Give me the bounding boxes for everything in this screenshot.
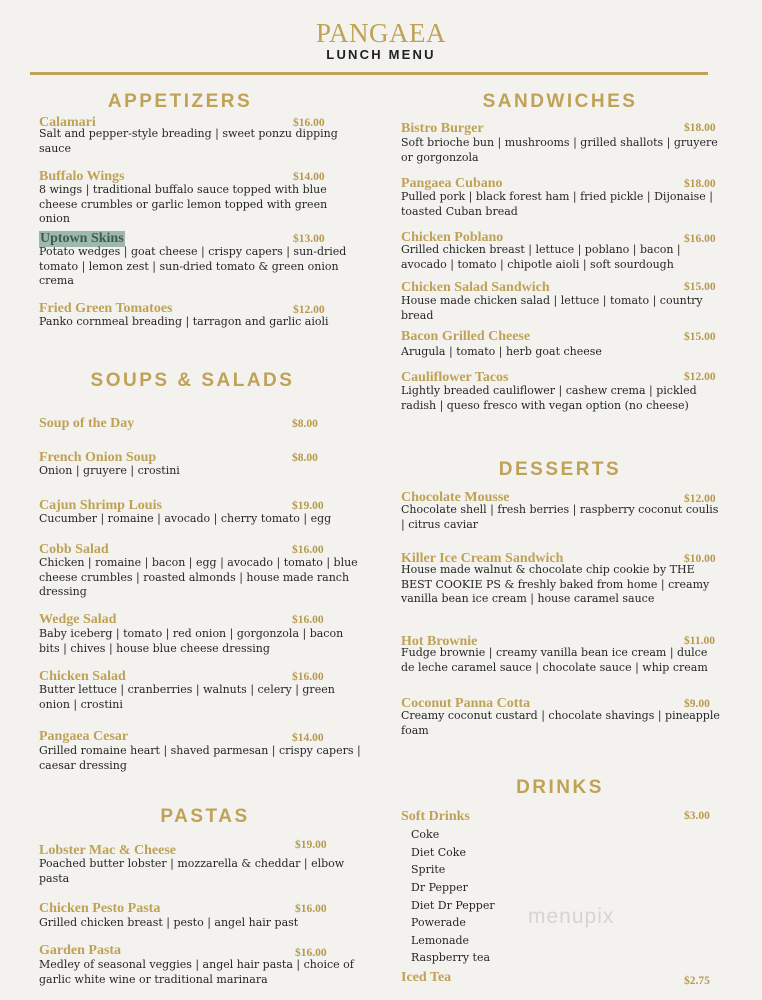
menu-item-name: Lobster Mac & Cheese bbox=[39, 843, 176, 858]
section-heading-pastas: PASTAS bbox=[160, 806, 250, 827]
drink-item: Dr Pepper bbox=[411, 881, 468, 894]
menu-item-name: French Onion Soup bbox=[39, 450, 157, 465]
menu-item-price: $10.00 bbox=[684, 553, 716, 565]
menu-item-name: Chicken Salad Sandwich bbox=[401, 280, 550, 295]
menu-item-name: Bistro Burger bbox=[401, 121, 484, 136]
menu-item-price: $16.00 bbox=[292, 544, 324, 556]
drink-item: Diet Coke bbox=[411, 846, 466, 859]
menu-item-name: Soup of the Day bbox=[39, 416, 135, 431]
menu-item-price: $13.00 bbox=[293, 233, 325, 245]
menu-item-description: Panko cornmeal breading | tarragon and garlic aioli bbox=[39, 315, 329, 328]
menu-item-price: $15.00 bbox=[684, 281, 716, 293]
menu-subtitle: LUNCH MENU bbox=[326, 47, 436, 62]
drink-item: Coke bbox=[411, 828, 440, 841]
menu-item-name: Cauliflower Tacos bbox=[401, 370, 509, 385]
menu-item-description: Fudge brownie | creamy vanilla bean ice cream | dulce de leche caramel sauce | chocolate sauce | whip cream bbox=[401, 646, 708, 674]
menu-item-description: Grilled romaine heart | shaved parmesan | crispy capers | caesar dressing bbox=[39, 744, 361, 772]
menu-item-name: Buffalo Wings bbox=[39, 169, 125, 184]
menu-item-price: $19.00 bbox=[295, 839, 327, 851]
menu-item-description: Poached butter lobster | mozzarella & cheddar | elbow pasta bbox=[39, 857, 345, 885]
menu-item-price: $12.00 bbox=[684, 371, 716, 383]
menu-item-name: Calamari bbox=[39, 115, 96, 130]
menu-item-description: Salt and pepper-style breading | sweet ponzu dipping sauce bbox=[39, 127, 338, 155]
menu-item-price: $15.00 bbox=[684, 331, 716, 343]
menu-item-price: $8.00 bbox=[292, 452, 318, 464]
menu-item-description: Soft brioche bun | mushrooms | grilled shallots | gruyere or gorgonzola bbox=[401, 136, 718, 164]
menu-item-description: Potato wedges | goat cheese | crispy capers | sun-dried tomato | lemon zest | sun-dried tomato & green onion crema bbox=[39, 245, 347, 287]
watermark-logo: menupix bbox=[528, 905, 615, 928]
menu-item-name: Chicken Salad bbox=[39, 669, 126, 684]
menu-item-name: Coconut Panna Cotta bbox=[401, 696, 531, 711]
menu-item-description: House made walnut & chocolate chip cookie by THE BEST COOKIE PS & freshly baked from home | creamy vanilla bean ice cream | house caramel sauce bbox=[401, 563, 710, 605]
menu-item-price: $11.00 bbox=[684, 635, 715, 647]
menu-item-price: $12.00 bbox=[684, 493, 716, 505]
section-heading-soups-salads: SOUPS & SALADS bbox=[90, 370, 295, 391]
section-heading-drinks: DRINKS bbox=[516, 777, 604, 798]
drink-category-name: Iced Tea bbox=[401, 970, 452, 985]
menu-item-description: Chicken | romaine | bacon | egg | avocado | tomato | blue cheese crumbles | roasted almonds | house made ranch dressing bbox=[39, 556, 358, 598]
menu-item-name: Chocolate Mousse bbox=[401, 490, 510, 505]
menu-item-price: $19.00 bbox=[292, 500, 324, 512]
menu-item-name: Pangaea Cesar bbox=[39, 729, 129, 744]
drink-item: Powerade bbox=[411, 916, 466, 929]
section-heading-desserts: DESSERTS bbox=[498, 459, 622, 480]
menu-item-name: Bacon Grilled Cheese bbox=[401, 329, 531, 344]
menu-item-name: Killer Ice Cream Sandwich bbox=[401, 551, 564, 566]
section-heading-appetizers: APPETIZERS bbox=[107, 91, 253, 112]
header-divider bbox=[30, 72, 708, 75]
menu-item-description: Grilled chicken breast | pesto | angel hair past bbox=[39, 916, 299, 929]
menu-item-description: Creamy coconut custard | chocolate shavings | pineapple foam bbox=[401, 709, 720, 737]
menu-item-description: Grilled chicken breast | lettuce | poblano | bacon | avocado | tomato | chipotle aioli | soft sourdough bbox=[401, 243, 681, 271]
menu-item-price: $18.00 bbox=[684, 122, 716, 134]
menu-item-description: Baby iceberg | tomato | red onion | gorgonzola | bacon bits | chives | house blue cheese dressing bbox=[39, 627, 344, 655]
menu-item-description: House made chicken salad | lettuce | tomato | country bread bbox=[401, 294, 703, 322]
menu-item-description: Butter lettuce | cranberries | walnuts | celery | green onion | crostini bbox=[39, 683, 335, 711]
menu-item-price: $16.00 bbox=[295, 947, 327, 959]
menu-item-price: $16.00 bbox=[293, 117, 325, 129]
menu-item-price: $16.00 bbox=[292, 614, 324, 626]
drink-category-price: $3.00 bbox=[684, 810, 710, 822]
drink-category-name: Soft Drinks bbox=[401, 809, 470, 824]
drink-item: Raspberry tea bbox=[411, 951, 491, 964]
menu-item-price: $8.00 bbox=[292, 418, 318, 430]
menu-item-price: $14.00 bbox=[293, 171, 325, 183]
menu-item-name: Cajun Shrimp Louis bbox=[39, 498, 162, 513]
menu-item-price: $14.00 bbox=[292, 732, 324, 744]
menu-item-name: Hot Brownie bbox=[401, 634, 478, 649]
menu-item-description: Lightly breaded cauliflower | cashew crema | pickled radish | queso fresco with vegan option (no cheese) bbox=[401, 384, 697, 412]
menu-item-name-highlighted: Uptown Skins bbox=[40, 231, 124, 246]
menu-item-price: $9.00 bbox=[684, 698, 710, 710]
section-heading-sandwiches: SANDWICHES bbox=[482, 91, 638, 112]
menu-item-description: Onion | gruyere | crostini bbox=[39, 464, 180, 477]
restaurant-title: PANGAEA bbox=[315, 18, 447, 48]
drink-item: Sprite bbox=[411, 863, 446, 876]
drink-item: Lemonade bbox=[411, 934, 470, 947]
menu-item-price: $16.00 bbox=[295, 903, 327, 915]
menu-item-price: $16.00 bbox=[292, 671, 324, 683]
drink-category-price: $2.75 bbox=[684, 975, 710, 987]
menu-item-name: Fried Green Tomatoes bbox=[39, 301, 173, 316]
menu-item-name: Pangaea Cubano bbox=[401, 176, 503, 191]
menu-item-name: Chicken Pesto Pasta bbox=[39, 901, 161, 916]
menu-item-name: Cobb Salad bbox=[39, 542, 109, 557]
menu-item-price: $18.00 bbox=[684, 178, 716, 190]
drink-item: Diet Dr Pepper bbox=[411, 899, 495, 912]
menu-item-name: Wedge Salad bbox=[39, 612, 117, 627]
menu-item-description: Medley of seasonal veggies | angel hair pasta | choice of garlic white wine or traditional marinara bbox=[39, 958, 354, 986]
menu-item-description: Pulled pork | black forest ham | fried pickle | Dijonaise | toasted Cuban bread bbox=[401, 190, 713, 218]
menu-item-description: Chocolate shell | fresh berries | raspberry coconut coulis | citrus caviar bbox=[401, 503, 719, 531]
menu-item-description: 8 wings | traditional buffalo sauce topped with blue cheese crumbles or garlic lemon topped with green onion bbox=[39, 183, 328, 225]
menu-item-price: $12.00 bbox=[293, 304, 325, 316]
menu-item-description: Arugula | tomato | herb goat cheese bbox=[401, 345, 602, 358]
menu-item-description: Cucumber | romaine | avocado | cherry tomato | egg bbox=[39, 512, 332, 525]
menu-item-name: Garden Pasta bbox=[39, 943, 122, 958]
menu-item-price: $16.00 bbox=[684, 233, 716, 245]
menu-item-name: Chicken Poblano bbox=[401, 230, 504, 245]
